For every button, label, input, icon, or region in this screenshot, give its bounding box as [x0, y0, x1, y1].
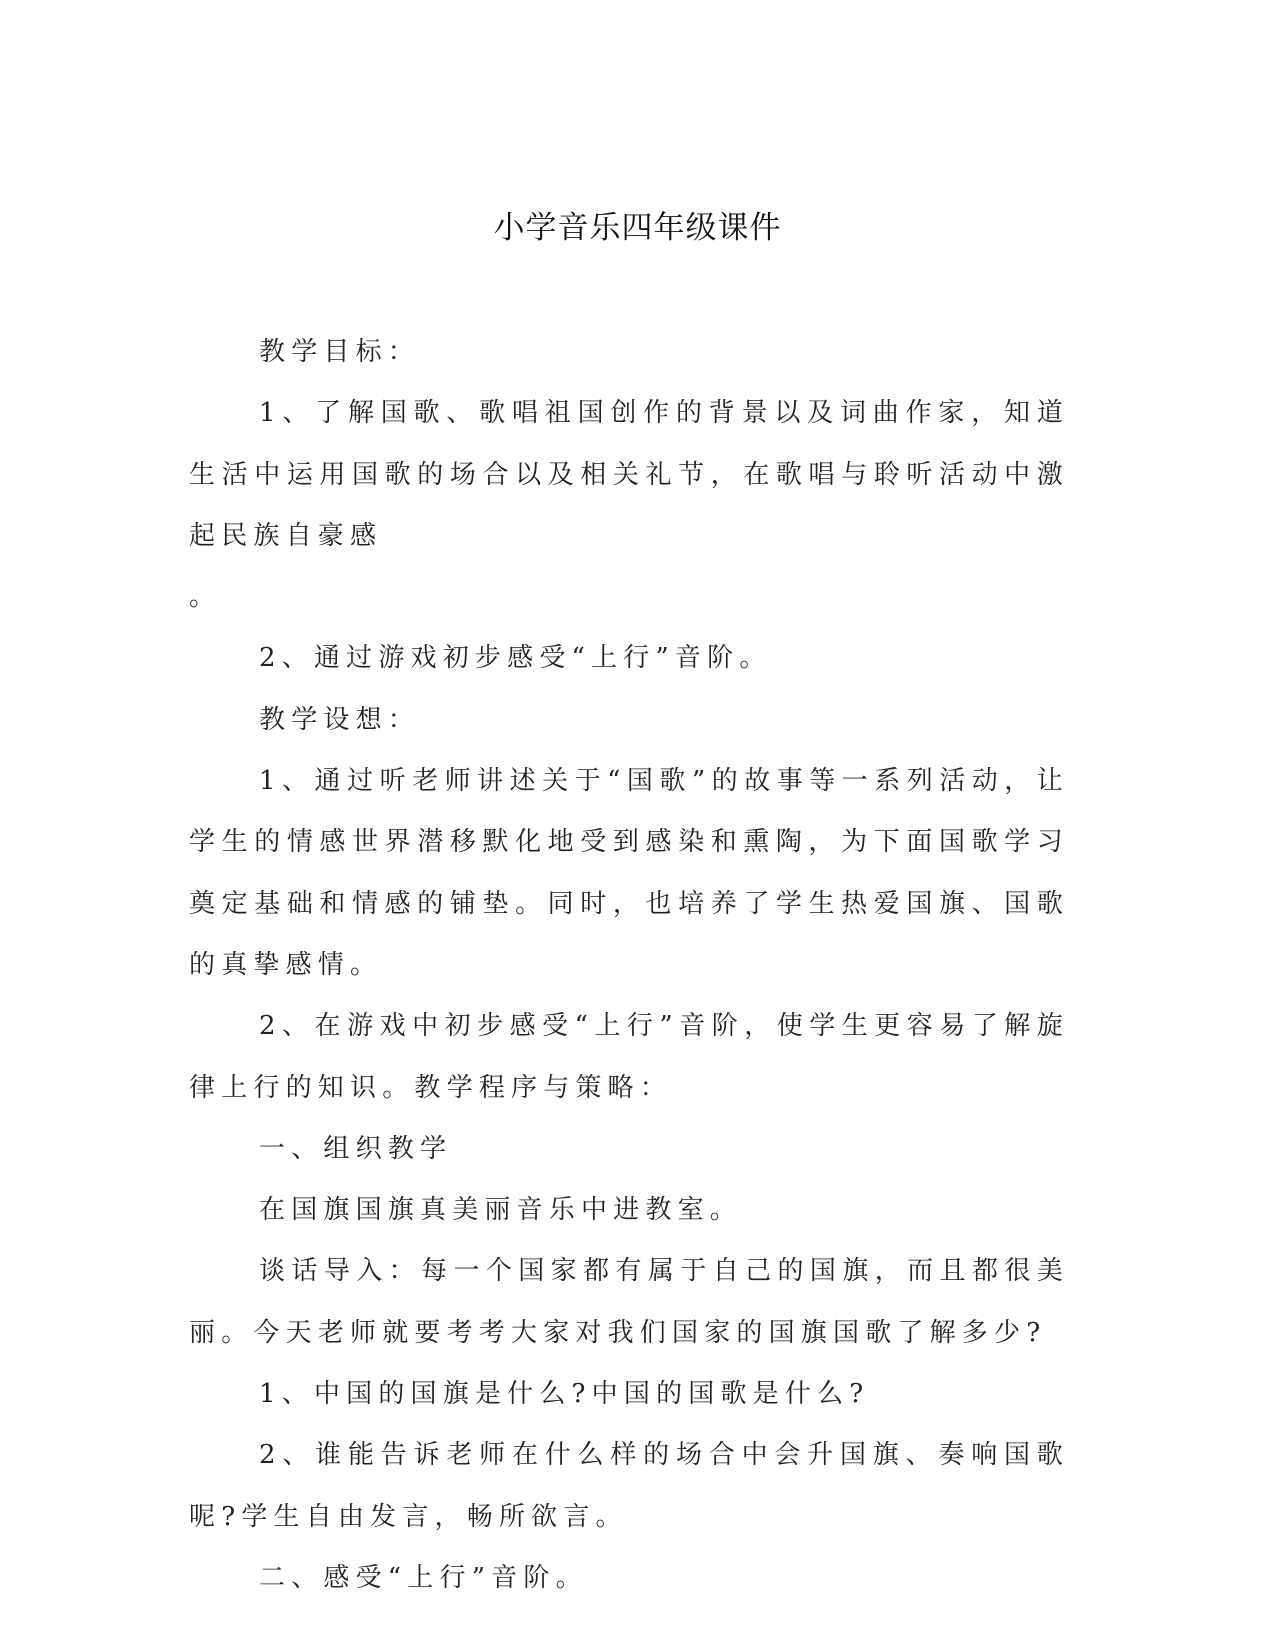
paragraph-introduction: 谈话导入：每一个国家都有属于自己的国旗，而且都很美丽。今天老师就要考考大家对我们国家的国旗国歌了解多少?: [189, 1256, 1069, 1348]
document-title: 小学音乐四年级课件: [493, 210, 782, 246]
paragraph-goal-1: 1、了解国歌、歌唱祖国创作的背景以及词曲作家，知道生活中运用国歌的场合以及相关礼节，在歌唱与聆听活动中激起民族自豪感: [189, 398, 1069, 551]
paragraph-enter-classroom: 在国旗国旗真美丽音乐中进教室。: [259, 1195, 743, 1226]
document-body: [189, 322, 1069, 1609]
paragraph-question-2: 2、谁能告诉老师在什么样的场合中会升国旗、奏响国歌呢?学生自由发言，畅所欲言。: [189, 1440, 1069, 1532]
paragraph-idea-2: 2、在游戏中初步感受“上行”音阶，使学生更容易了解旋律上行的知识。教学程序与策略：: [189, 1011, 1069, 1103]
paragraph-section-one-heading: 一、组织教学: [259, 1133, 453, 1164]
paragraph-goal-1-period: 。: [189, 582, 222, 613]
paragraph-teaching-ideas-heading: 教学设想：: [259, 704, 421, 735]
paragraph-question-1: 1、中国的国旗是什么?中国的国歌是什么?: [259, 1379, 870, 1410]
paragraph-idea-1: 1、通过听老师讲述关于“国歌”的故事等一系列活动，让学生的情感世界潜移默化地受到感染和熏陶，为下面国歌学习奠定基础和情感的铺垫。同时，也培养了学生热爱国旗、国歌的真挚感情。: [189, 766, 1069, 980]
paragraph-goal-2: 2、通过游戏初步感受“上行”音阶。: [259, 643, 772, 674]
paragraph-section-two-heading: 二、感受“上行”音阶。: [259, 1562, 588, 1593]
paragraph-teaching-goals-heading: 教学目标：: [259, 337, 421, 367]
